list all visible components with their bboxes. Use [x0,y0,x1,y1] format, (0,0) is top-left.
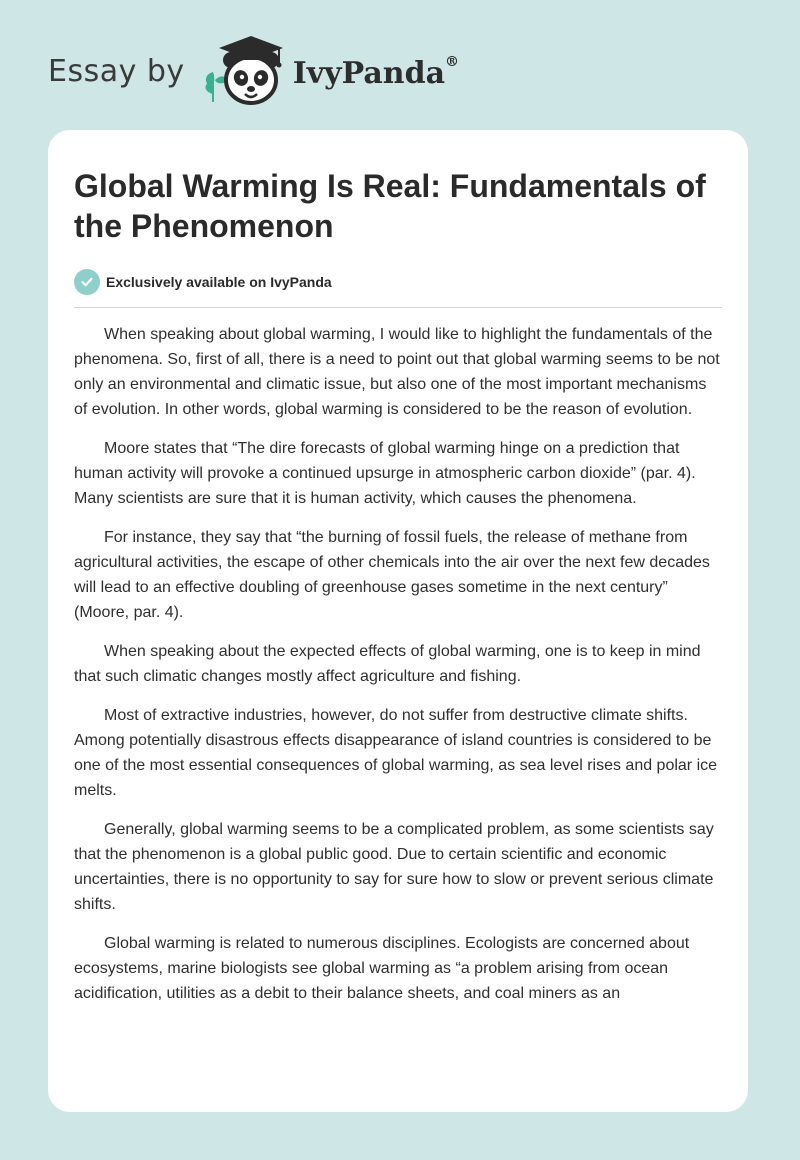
divider [74,307,722,308]
checkmark-icon [74,269,100,295]
brand-name: IvyPanda® [292,53,460,91]
essay-by-label: Essay by [48,53,185,89]
essay-card [48,130,748,1112]
paragraph: Generally, global warming seems to be a complicated problem, as some scientists say that the phenomenon is a global public good. Due to certain scientific and economic uncertainties, there is no opportunity to say for sure how to slow or prevent serious climate shifts. [74,821,714,913]
essay-title: Global Warming Is Real: Fundamentals of the Phenomenon [74,168,706,244]
paragraph: Moore states that “The dire forecasts of global warming hinge on a prediction that human activity will provoke a continued upsurge in atmospheric carbon dioxide” (par. 4). Many scientists are sure that it is human activity, which causes the phenomena. [74,440,696,507]
essay-body [74,322,722,1006]
registered-mark: ® [445,53,460,70]
exclusive-badge-text: Exclusively available on IvyPanda [106,274,332,290]
paragraph: For instance, they say that “the burning of fossil fuels, the release of methane from agricultural activities, the escape of other chemicals into the air over the next few decades will lead to an effective doubling of greenhouse gases sometime in the next century” (Moore, par. 4). [74,529,710,621]
paragraph: Most of extractive industries, however, do not suffer from destructive climate shifts. Among potentially disastrous effects disappearance of island countries is considered to be one of the most essential consequences of global warming, as sea level rises and polar ice melts. [74,707,718,799]
paragraph: When speaking about the expected effects of global warming, one is to keep in mind that such climatic changes mostly affect agriculture and fishing. [74,643,701,685]
paragraph: When speaking about global warming, I would like to highlight the fundamentals of the phenomena. So, first of all, there is a need to point out that global warming seems to be not only an environmental and climatic issue, but also one of the most important mechanisms of evolution. In other words, global warming is considered to be the reason of evolution. [74,326,720,418]
exclusive-badge [74,268,722,296]
brand-header [48,30,459,110]
panda-graduate-icon [199,30,291,110]
paragraph: Global warming is related to numerous disciplines. Ecologists are concerned about ecosystems, marine biologists see global warming as “a problem arising from ocean acidification, utilities as a debit to their balance sheets, and coal miners as an [74,935,690,1002]
